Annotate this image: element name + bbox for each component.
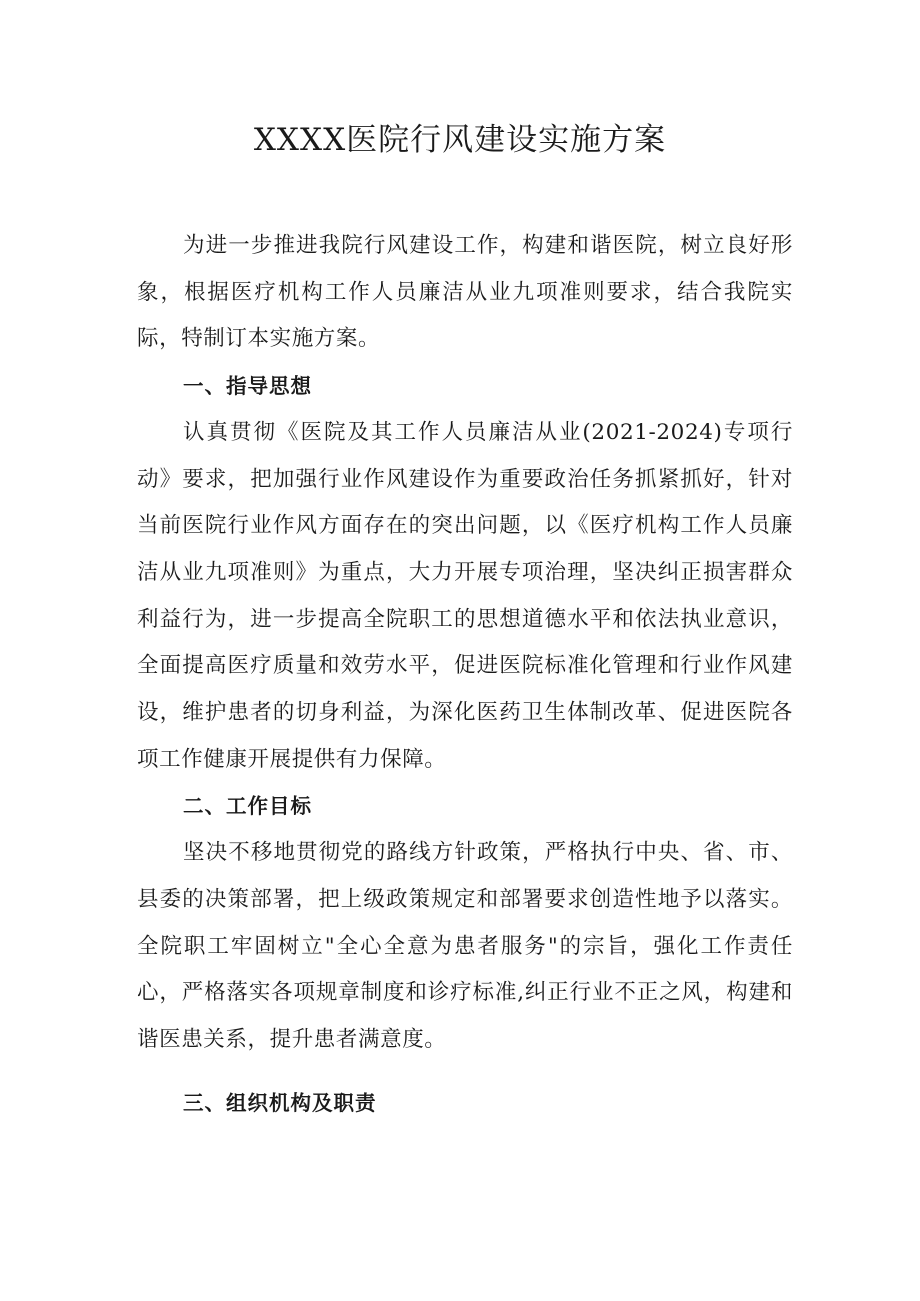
section-paragraph-guiding-ideology: 认真贯彻《医院及其工作人员廉洁从业(2021-2024)专项行动》要求，把加强行业作风建设作为重要政治任务抓紧抓好，针对当前医院行业作风方面存在的突出问题，以《医疗机构工作人员廉洁从业九项准则》为重点，大力开展专项治理，坚决纠正损害群众利益行为，进一步提高全院职工的思想道德水平和依法执业意识，全面提高医疗质量和效劳水平，促进医院标准化管理和行业作风建设，维护患者的切身利益，为深化医药卫生体制改革、促进医院各项工作健康开展提供有力保障。 <box>137 419 793 772</box>
section-heading-work-goals: 二、工作目标 <box>183 794 312 819</box>
section-heading-guiding-ideology: 一、指导思想 <box>183 374 312 399</box>
document-title: XXXX医院行风建设实施方案 <box>253 122 667 158</box>
intro-paragraph: 为进一步推进我院行风建设工作，构建和谐医院，树立良好形象，根据医疗机构工作人员廉洁从业九项准则要求，结合我院实际，特制订本实施方案。 <box>137 233 793 352</box>
section-heading-organization: 三、组织机构及职责 <box>183 1090 377 1115</box>
section-paragraph-work-goals: 坚决不移地贯彻党的路线方针政策，严格执行中央、省、市、县委的决策部署，把上级政策规定和部署要求创造性地予以落实。全院职工牢固树立"全心全意为患者服务"的宗旨，强化工作责任心，严格落实各项规章制度和诊疗标准,纠正行业不正之风，构建和谐医患关系，提升患者满意度。 <box>137 840 793 1052</box>
document-body <box>137 223 793 1126</box>
